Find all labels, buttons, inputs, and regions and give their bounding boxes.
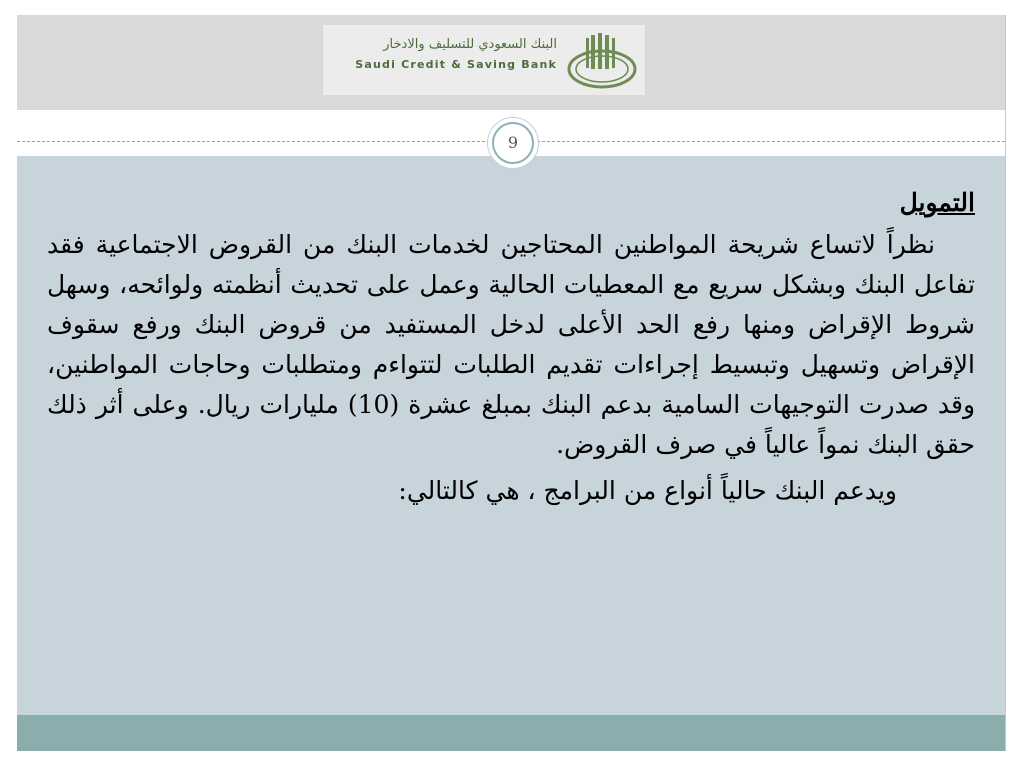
page-number-badge	[487, 117, 539, 169]
page-number: 9	[492, 122, 534, 164]
slide	[17, 15, 1006, 751]
slide-content	[47, 185, 975, 511]
slide-header	[17, 15, 1005, 110]
logo-arabic-name: البنك السعودي للتسليف والادخار	[383, 37, 557, 52]
bank-emblem-icon	[565, 29, 639, 91]
bank-logo	[323, 25, 645, 95]
logo-english-name: Saudi Credit & Saving Bank	[355, 58, 557, 71]
closing-line: ويدعم البنك حالياً أنواع من البرامج ، هي كالتالي:	[398, 476, 897, 505]
body-paragraph: نظراً لاتساع شريحة المواطنين المحتاجين لخدمات البنك من القروض الاجتماعية فقد تفاعل البنك وبشكل سريع مع المعطيات الحالية وعمل على تحديث أنظمته ولوائحه، وسهل شروط الإقراض ومنها رفع الحد الأعلى لدخل المستفيد من قروض البنك ورفع سقوف الإقراض وتسهيل وتبسيط إجراءات تقديم الطلبات لتتواءم ومتطلبات وحاجات المواطنين، وقد صدرت التوجيهات السامية بدعم البنك بمبلغ عشرة (10) مليارات ريال. وعلى أثر ذلك حقق البنك نمواً عالياً في صرف القروض.	[47, 230, 976, 459]
section-heading: التمويل	[899, 188, 975, 217]
footer-bar	[17, 715, 1005, 751]
